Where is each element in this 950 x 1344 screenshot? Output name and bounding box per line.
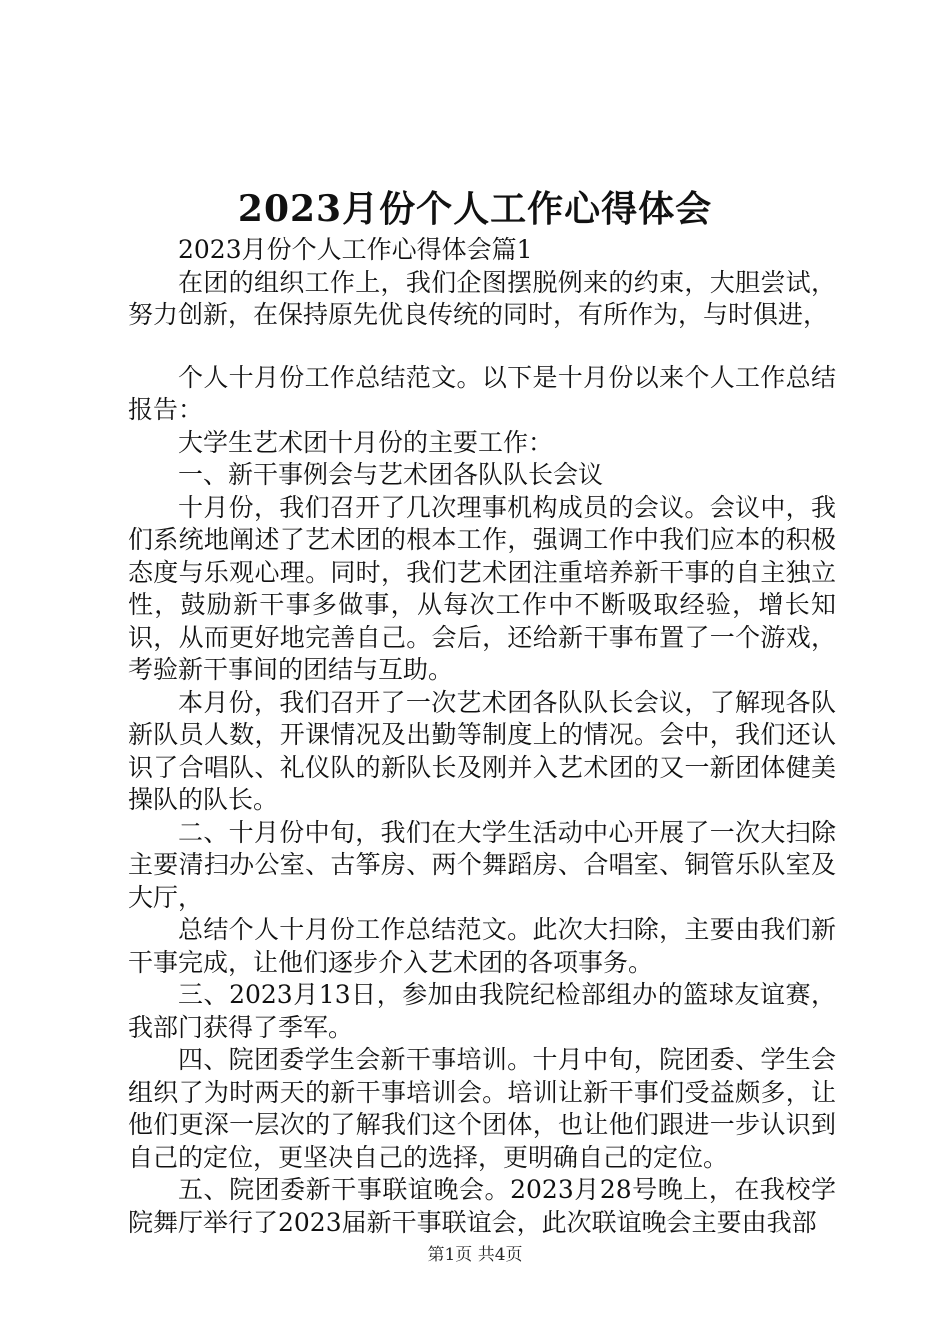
body-paragraph: 总结个人十月份工作总结范文。此次大扫除，主要由我们新干事完成，让他们逐步介入艺术团的各项事务。 xyxy=(128,915,836,977)
body-paragraph: 二、十月份中旬，我们在大学生活动中心开展了一次大扫除主要清扫办公室、古筝房、两个舞蹈房、合唱室、铜管乐队室及大厅， xyxy=(128,817,836,912)
document-body xyxy=(128,234,836,1239)
body-paragraph: 十月份，我们召开了几次理事机构成员的会议。会议中，我们系统地阐述了艺术团的根本工作，强调工作中我们应本的积极态度与乐观心理。同时，我们艺术团注重培养新干事的自主独立性，鼓励新干事多做事，从每次工作中不断吸取经验，增长知识，从而更好地完善自己。会后，还给新干事布置了一个游戏，考验新干事间的团结与互助。 xyxy=(128,492,836,684)
body-paragraph: 本月份，我们召开了一次艺术团各队队长会议，了解现各队新队员人数，开课情况及出勤等制度上的情况。会中，我们还认识了合唱队、礼仪队的新队长及刚并入艺术团的又一新团体健美操队的队长。 xyxy=(128,687,836,814)
body-paragraph: 三、2023月13日，参加由我院纪检部组办的篮球友谊赛，我部门获得了季军。 xyxy=(128,980,836,1042)
document-title: 2023月份个人工作心得体会 xyxy=(237,188,713,230)
body-paragraph: 个人十月份工作总结范文。以下是十月份以来个人工作总结报告： xyxy=(128,362,836,424)
body-paragraph: 四、院团委学生会新干事培训。十月中旬，院团委、学生会组织了为时两天的新干事培训会。培训让新干事们受益颇多，让他们更深一层次的了解我们这个团体，也让他们跟进一步认识到自己的定位，更坚决自己的选择，更明确自己的定位。 xyxy=(128,1045,836,1172)
body-paragraph: 大学生艺术团十月份的主要工作： xyxy=(178,427,554,457)
section-heading: 2023月份个人工作心得体会篇1 xyxy=(178,235,533,264)
subheading: 一、新干事例会与艺术团各队队长会议 xyxy=(178,460,604,489)
body-paragraph: 在团的组织工作上，我们企图摆脱例来的约束，大胆尝试，努力创新，在保持原先优良传统的同时，有所作为，与时俱进， xyxy=(128,267,836,329)
body-paragraph: 五、院团委新干事联谊晚会。2023月28号晚上，在我校学院舞厅举行了2023届新干事联谊会，此次联谊晚会主要由我部 xyxy=(128,1175,836,1237)
page-number-footer: 第1页 共4页 xyxy=(427,1245,523,1265)
